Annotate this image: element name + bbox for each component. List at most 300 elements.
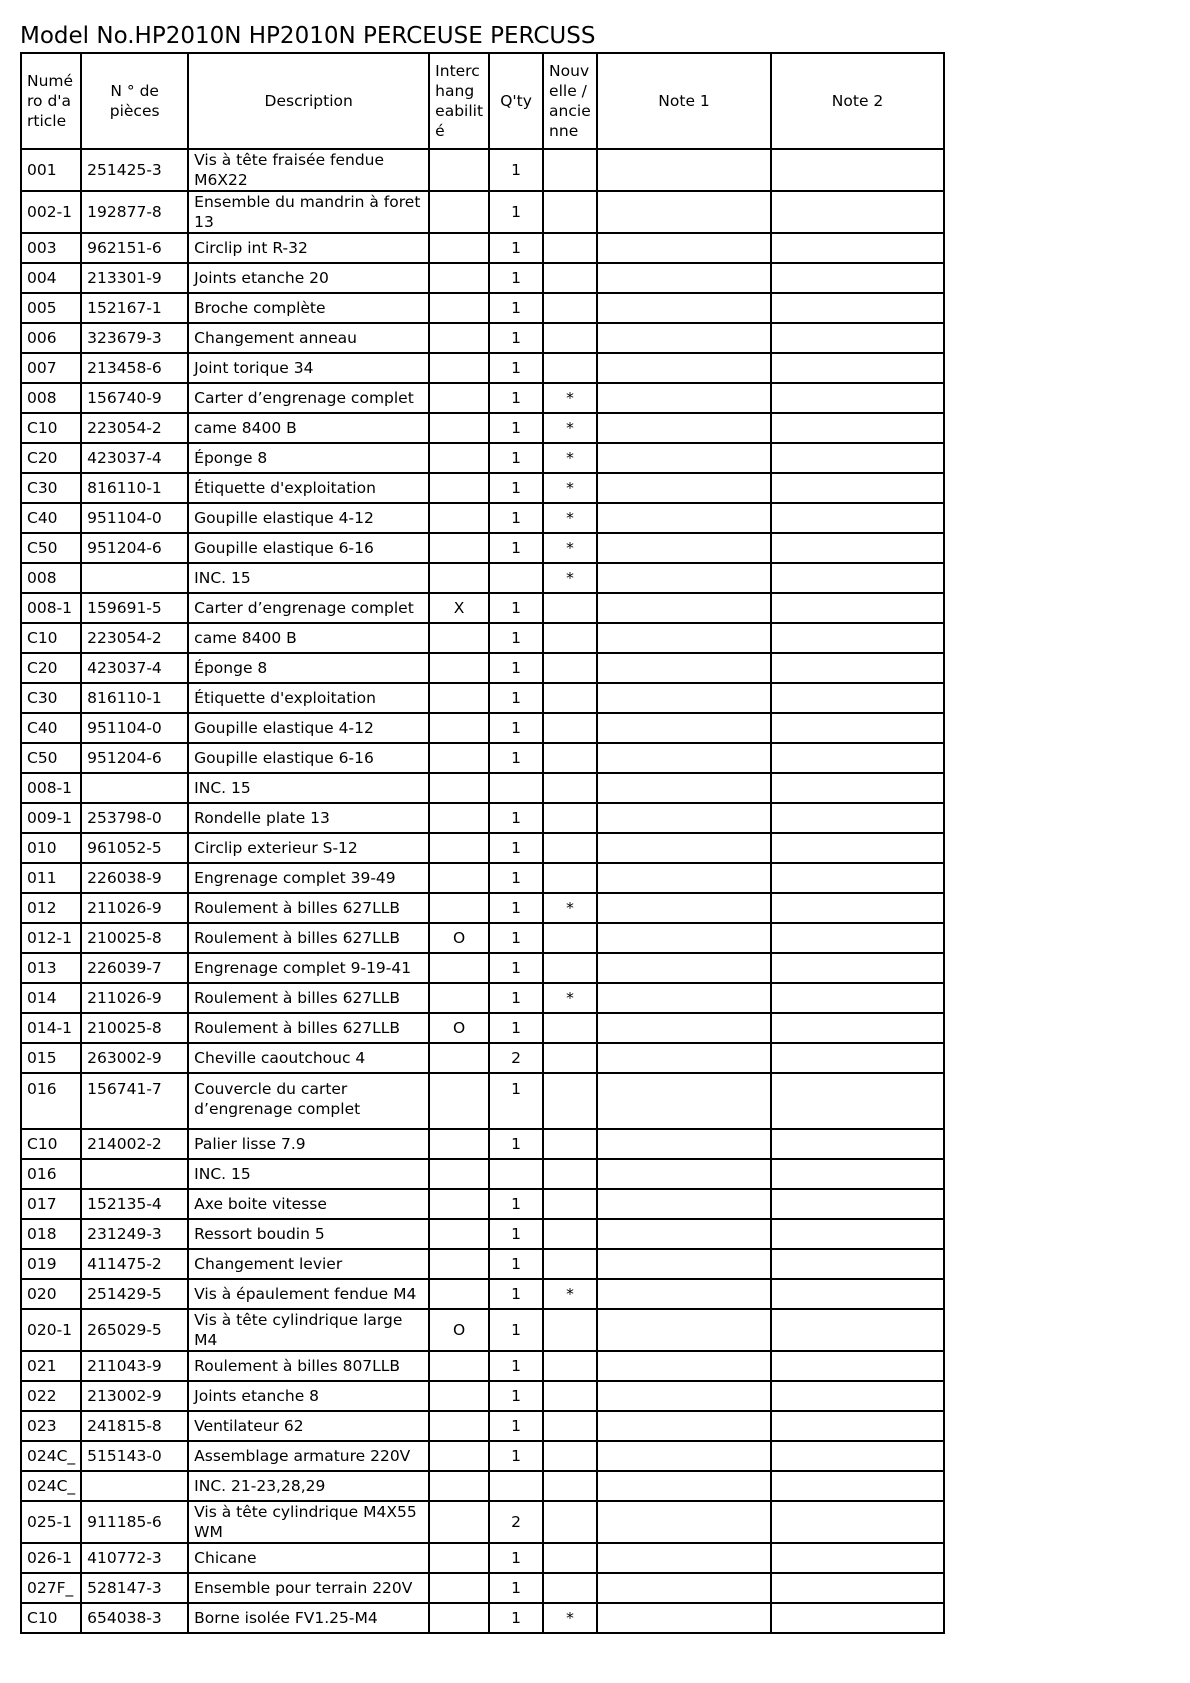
new-old-cell (543, 1219, 597, 1249)
description-cell: Joints etanche 8 (188, 1381, 429, 1411)
note-1-cell (597, 563, 771, 593)
note-2-cell (771, 149, 944, 191)
description-cell: Circlip int R-32 (188, 233, 429, 263)
note-2-cell (771, 1501, 944, 1543)
item-number-cell: 017 (21, 1189, 81, 1219)
part-number-cell: 152135-4 (81, 1189, 188, 1219)
note-1-cell (597, 923, 771, 953)
table-row (21, 623, 944, 653)
header-row (21, 53, 944, 149)
description-cell: Joint torique 34 (188, 353, 429, 383)
table-row (21, 473, 944, 503)
description-cell: came 8400 B (188, 623, 429, 653)
interchangeability-cell (429, 803, 489, 833)
new-old-cell: * (543, 443, 597, 473)
table-body (21, 149, 944, 1633)
description-cell: Roulement à billes 627LLB (188, 893, 429, 923)
part-number-cell: 410772-3 (81, 1543, 188, 1573)
part-number-cell: 152167-1 (81, 293, 188, 323)
quantity-cell: 1 (489, 1309, 543, 1351)
note-2-cell (771, 833, 944, 863)
note-2-cell (771, 323, 944, 353)
description-cell: Roulement à billes 627LLB (188, 983, 429, 1013)
interchangeability-cell (429, 383, 489, 413)
item-number-cell: 007 (21, 353, 81, 383)
note-2-cell (771, 1073, 944, 1129)
description-cell: Vis à tête cylindrique M4X55 WM (188, 1501, 429, 1543)
note-1-cell (597, 1219, 771, 1249)
table-row (21, 1013, 944, 1043)
interchangeability-cell (429, 1279, 489, 1309)
interchangeability-cell (429, 1543, 489, 1573)
new-old-cell: * (543, 893, 597, 923)
item-number-cell: 008-1 (21, 593, 81, 623)
description-cell: Chicane (188, 1543, 429, 1573)
note-1-cell (597, 233, 771, 263)
table-row (21, 1189, 944, 1219)
note-1-cell (597, 443, 771, 473)
note-2-cell (771, 1249, 944, 1279)
part-number-cell: 816110-1 (81, 683, 188, 713)
interchangeability-cell (429, 833, 489, 863)
quantity-cell: 1 (489, 893, 543, 923)
interchangeability-cell (429, 149, 489, 191)
note-2-cell (771, 503, 944, 533)
part-number-cell: 411475-2 (81, 1249, 188, 1279)
table-row (21, 149, 944, 191)
table-row (21, 353, 944, 383)
item-number-cell: C10 (21, 623, 81, 653)
interchangeability-cell (429, 893, 489, 923)
description-cell: Ensemble du mandrin à foret 13 (188, 191, 429, 233)
note-1-cell (597, 1013, 771, 1043)
note-2-cell (771, 1543, 944, 1573)
page-title: Model No.HP2010N HP2010N PERCEUSE PERCUSS (20, 23, 596, 49)
part-number-cell: 265029-5 (81, 1309, 188, 1351)
interchangeability-cell (429, 1351, 489, 1381)
new-old-cell: * (543, 983, 597, 1013)
note-1-cell (597, 893, 771, 923)
new-old-cell (543, 743, 597, 773)
interchangeability-cell (429, 1471, 489, 1501)
note-1-cell (597, 953, 771, 983)
interchangeability-cell (429, 1501, 489, 1543)
item-number-cell: 008 (21, 563, 81, 593)
description-cell: Roulement à billes 627LLB (188, 1013, 429, 1043)
quantity-cell: 1 (489, 683, 543, 713)
part-number-cell: 816110-1 (81, 473, 188, 503)
interchangeability-cell: O (429, 1309, 489, 1351)
table-row (21, 323, 944, 353)
note-1-cell (597, 863, 771, 893)
new-old-cell (543, 1411, 597, 1441)
part-number-cell: 156740-9 (81, 383, 188, 413)
col-header-description: Description (188, 53, 429, 149)
description-cell: Goupille elastique 4-12 (188, 503, 429, 533)
part-number-cell: 213458-6 (81, 353, 188, 383)
note-2-cell (771, 1603, 944, 1633)
quantity-cell: 1 (489, 1129, 543, 1159)
item-number-cell: 008 (21, 383, 81, 413)
item-number-cell: 024C_ (21, 1441, 81, 1471)
note-1-cell (597, 473, 771, 503)
note-1-cell (597, 1381, 771, 1411)
new-old-cell (543, 1189, 597, 1219)
part-number-cell: 251429-5 (81, 1279, 188, 1309)
note-1-cell (597, 293, 771, 323)
part-number-cell: 951104-0 (81, 713, 188, 743)
quantity-cell: 1 (489, 323, 543, 353)
part-number-cell: 211026-9 (81, 893, 188, 923)
table-row (21, 713, 944, 743)
part-number-cell: 210025-8 (81, 923, 188, 953)
table-row (21, 1441, 944, 1471)
description-cell: Rondelle plate 13 (188, 803, 429, 833)
new-old-cell (543, 1543, 597, 1573)
quantity-cell: 1 (489, 149, 543, 191)
col-header-part-number: N ° de pièces (81, 53, 188, 149)
quantity-cell: 1 (489, 1603, 543, 1633)
item-number-cell: 024C_ (21, 1471, 81, 1501)
description-cell: Engrenage complet 9-19-41 (188, 953, 429, 983)
interchangeability-cell (429, 713, 489, 743)
part-number-cell: 210025-8 (81, 1013, 188, 1043)
description-cell: Changement levier (188, 1249, 429, 1279)
item-number-cell: 004 (21, 263, 81, 293)
part-number-cell: 223054-2 (81, 623, 188, 653)
item-number-cell: 018 (21, 1219, 81, 1249)
part-number-cell: 951204-6 (81, 533, 188, 563)
item-number-cell: 026-1 (21, 1543, 81, 1573)
interchangeability-cell (429, 1159, 489, 1189)
table-row (21, 563, 944, 593)
new-old-cell (543, 923, 597, 953)
part-number-cell: 213301-9 (81, 263, 188, 293)
description-cell: Circlip exterieur S-12 (188, 833, 429, 863)
item-number-cell: 005 (21, 293, 81, 323)
quantity-cell: 1 (489, 743, 543, 773)
interchangeability-cell (429, 683, 489, 713)
new-old-cell (543, 593, 597, 623)
interchangeability-cell (429, 191, 489, 233)
table-row (21, 1411, 944, 1441)
part-number-cell: 263002-9 (81, 1043, 188, 1073)
interchangeability-cell (429, 1573, 489, 1603)
table-row (21, 1309, 944, 1351)
item-number-cell: 009-1 (21, 803, 81, 833)
table-row (21, 293, 944, 323)
quantity-cell: 1 (489, 1351, 543, 1381)
quantity-cell: 2 (489, 1043, 543, 1073)
interchangeability-cell (429, 1381, 489, 1411)
table-row (21, 533, 944, 563)
note-1-cell (597, 803, 771, 833)
part-number-cell: 226038-9 (81, 863, 188, 893)
item-number-cell: 003 (21, 233, 81, 263)
item-number-cell: 014 (21, 983, 81, 1013)
item-number-cell: 016 (21, 1159, 81, 1189)
item-number-cell: 012-1 (21, 923, 81, 953)
interchangeability-cell (429, 1441, 489, 1471)
quantity-cell: 1 (489, 473, 543, 503)
new-old-cell (543, 623, 597, 653)
note-2-cell (771, 773, 944, 803)
note-1-cell (597, 323, 771, 353)
item-number-cell: C20 (21, 653, 81, 683)
interchangeability-cell (429, 473, 489, 503)
quantity-cell: 1 (489, 1573, 543, 1603)
quantity-cell: 1 (489, 1279, 543, 1309)
new-old-cell (543, 1159, 597, 1189)
new-old-cell (543, 1043, 597, 1073)
description-cell: Carter d’engrenage complet (188, 383, 429, 413)
note-1-cell (597, 1073, 771, 1129)
quantity-cell: 1 (489, 503, 543, 533)
note-1-cell (597, 1043, 771, 1073)
note-1-cell (597, 833, 771, 863)
item-number-cell: C30 (21, 683, 81, 713)
part-number-cell: 159691-5 (81, 593, 188, 623)
table-row (21, 1381, 944, 1411)
new-old-cell (543, 803, 597, 833)
quantity-cell: 1 (489, 923, 543, 953)
quantity-cell (489, 773, 543, 803)
note-1-cell (597, 1471, 771, 1501)
new-old-cell (543, 191, 597, 233)
table-row (21, 953, 944, 983)
table-row (21, 383, 944, 413)
note-2-cell (771, 353, 944, 383)
note-1-cell (597, 1249, 771, 1279)
quantity-cell: 1 (489, 1381, 543, 1411)
part-number-cell: 654038-3 (81, 1603, 188, 1633)
new-old-cell (543, 1013, 597, 1043)
interchangeability-cell (429, 293, 489, 323)
item-number-cell: C10 (21, 1603, 81, 1633)
table-row (21, 1129, 944, 1159)
quantity-cell: 1 (489, 383, 543, 413)
quantity-cell: 1 (489, 1219, 543, 1249)
item-number-cell: 025-1 (21, 1501, 81, 1543)
part-number-cell: 241815-8 (81, 1411, 188, 1441)
part-number-cell: 323679-3 (81, 323, 188, 353)
description-cell: Vis à épaulement fendue M4 (188, 1279, 429, 1309)
note-1-cell (597, 503, 771, 533)
item-number-cell: 021 (21, 1351, 81, 1381)
note-1-cell (597, 1189, 771, 1219)
note-1-cell (597, 1129, 771, 1159)
quantity-cell: 1 (489, 263, 543, 293)
interchangeability-cell (429, 863, 489, 893)
table-row (21, 773, 944, 803)
quantity-cell: 1 (489, 653, 543, 683)
note-2-cell (771, 413, 944, 443)
interchangeability-cell (429, 443, 489, 473)
table-row (21, 233, 944, 263)
quantity-cell: 1 (489, 983, 543, 1013)
quantity-cell: 2 (489, 1501, 543, 1543)
new-old-cell: * (543, 533, 597, 563)
new-old-cell (543, 1441, 597, 1471)
note-2-cell (771, 1043, 944, 1073)
note-1-cell (597, 983, 771, 1013)
quantity-cell: 1 (489, 1073, 543, 1129)
part-number-cell: 528147-3 (81, 1573, 188, 1603)
description-cell: Goupille elastique 6-16 (188, 533, 429, 563)
item-number-cell: 011 (21, 863, 81, 893)
new-old-cell: * (543, 563, 597, 593)
interchangeability-cell (429, 503, 489, 533)
part-number-cell: 951104-0 (81, 503, 188, 533)
quantity-cell: 1 (489, 413, 543, 443)
description-cell: came 8400 B (188, 413, 429, 443)
note-2-cell (771, 593, 944, 623)
note-2-cell (771, 1381, 944, 1411)
part-number-cell: 961052-5 (81, 833, 188, 863)
description-cell: Roulement à billes 627LLB (188, 923, 429, 953)
table-row (21, 443, 944, 473)
description-cell: Éponge 8 (188, 653, 429, 683)
new-old-cell (543, 713, 597, 743)
table-row (21, 1219, 944, 1249)
item-number-cell: C50 (21, 743, 81, 773)
table-row (21, 893, 944, 923)
item-number-cell: C10 (21, 1129, 81, 1159)
interchangeability-cell (429, 1189, 489, 1219)
table-row (21, 1043, 944, 1073)
item-number-cell: 027F_ (21, 1573, 81, 1603)
description-cell: Ventilateur 62 (188, 1411, 429, 1441)
description-cell: Changement anneau (188, 323, 429, 353)
part-number-cell: 211043-9 (81, 1351, 188, 1381)
new-old-cell (543, 233, 597, 263)
table-row (21, 743, 944, 773)
table-row (21, 923, 944, 953)
description-cell: Goupille elastique 4-12 (188, 713, 429, 743)
description-cell: Axe boite vitesse (188, 1189, 429, 1219)
note-1-cell (597, 593, 771, 623)
table-row (21, 833, 944, 863)
note-2-cell (771, 191, 944, 233)
interchangeability-cell (429, 353, 489, 383)
item-number-cell: C40 (21, 503, 81, 533)
table-row (21, 1279, 944, 1309)
note-2-cell (771, 383, 944, 413)
quantity-cell: 1 (489, 353, 543, 383)
part-number-cell: 253798-0 (81, 803, 188, 833)
note-2-cell (771, 293, 944, 323)
item-number-cell: 002-1 (21, 191, 81, 233)
new-old-cell: * (543, 503, 597, 533)
table-row (21, 1351, 944, 1381)
col-header-item-number: Numé ro d'a rticle (21, 53, 81, 149)
new-old-cell (543, 683, 597, 713)
part-number-cell: 951204-6 (81, 743, 188, 773)
part-number-cell: 911185-6 (81, 1501, 188, 1543)
item-number-cell: C40 (21, 713, 81, 743)
item-number-cell: 023 (21, 1411, 81, 1441)
table-row (21, 803, 944, 833)
interchangeability-cell (429, 263, 489, 293)
note-2-cell (771, 923, 944, 953)
quantity-cell: 1 (489, 713, 543, 743)
note-1-cell (597, 1411, 771, 1441)
description-cell: Engrenage complet 39-49 (188, 863, 429, 893)
note-2-cell (771, 743, 944, 773)
new-old-cell (543, 323, 597, 353)
note-1-cell (597, 1309, 771, 1351)
item-number-cell: 016 (21, 1073, 81, 1129)
new-old-cell (543, 1351, 597, 1381)
quantity-cell: 1 (489, 1189, 543, 1219)
new-old-cell: * (543, 1603, 597, 1633)
item-number-cell: 012 (21, 893, 81, 923)
note-1-cell (597, 623, 771, 653)
table-row (21, 1501, 944, 1543)
new-old-cell (543, 1501, 597, 1543)
part-number-cell: 156741-7 (81, 1073, 188, 1129)
part-number-cell (81, 1159, 188, 1189)
part-number-cell: 211026-9 (81, 983, 188, 1013)
note-2-cell (771, 623, 944, 653)
note-1-cell (597, 1501, 771, 1543)
description-cell: Étiquette d'exploitation (188, 683, 429, 713)
note-2-cell (771, 1279, 944, 1309)
description-cell: INC. 21-23,28,29 (188, 1471, 429, 1501)
part-number-cell: 515143-0 (81, 1441, 188, 1471)
note-2-cell (771, 713, 944, 743)
note-1-cell (597, 743, 771, 773)
item-number-cell: C50 (21, 533, 81, 563)
description-cell: INC. 15 (188, 563, 429, 593)
new-old-cell (543, 353, 597, 383)
new-old-cell (543, 1471, 597, 1501)
note-1-cell (597, 1351, 771, 1381)
item-number-cell: 015 (21, 1043, 81, 1073)
new-old-cell: * (543, 473, 597, 503)
part-number-cell: 213002-9 (81, 1381, 188, 1411)
item-number-cell: 013 (21, 953, 81, 983)
note-1-cell (597, 191, 771, 233)
new-old-cell (543, 1073, 597, 1129)
note-1-cell (597, 383, 771, 413)
quantity-cell: 1 (489, 593, 543, 623)
new-old-cell (543, 953, 597, 983)
item-number-cell: 014-1 (21, 1013, 81, 1043)
interchangeability-cell (429, 983, 489, 1013)
note-2-cell (771, 1411, 944, 1441)
item-number-cell: C10 (21, 413, 81, 443)
new-old-cell (543, 149, 597, 191)
note-2-cell (771, 953, 944, 983)
note-1-cell (597, 263, 771, 293)
note-1-cell (597, 533, 771, 563)
item-number-cell: 001 (21, 149, 81, 191)
col-header-note-1: Note 1 (597, 53, 771, 149)
item-number-cell: 006 (21, 323, 81, 353)
col-header-quantity: Q'ty (489, 53, 543, 149)
part-number-cell: 223054-2 (81, 413, 188, 443)
item-number-cell: 020 (21, 1279, 81, 1309)
quantity-cell: 1 (489, 863, 543, 893)
new-old-cell (543, 863, 597, 893)
note-2-cell (771, 1129, 944, 1159)
note-1-cell (597, 653, 771, 683)
table-row (21, 1249, 944, 1279)
interchangeability-cell (429, 1603, 489, 1633)
description-cell: Carter d’engrenage complet (188, 593, 429, 623)
table-row (21, 1471, 944, 1501)
